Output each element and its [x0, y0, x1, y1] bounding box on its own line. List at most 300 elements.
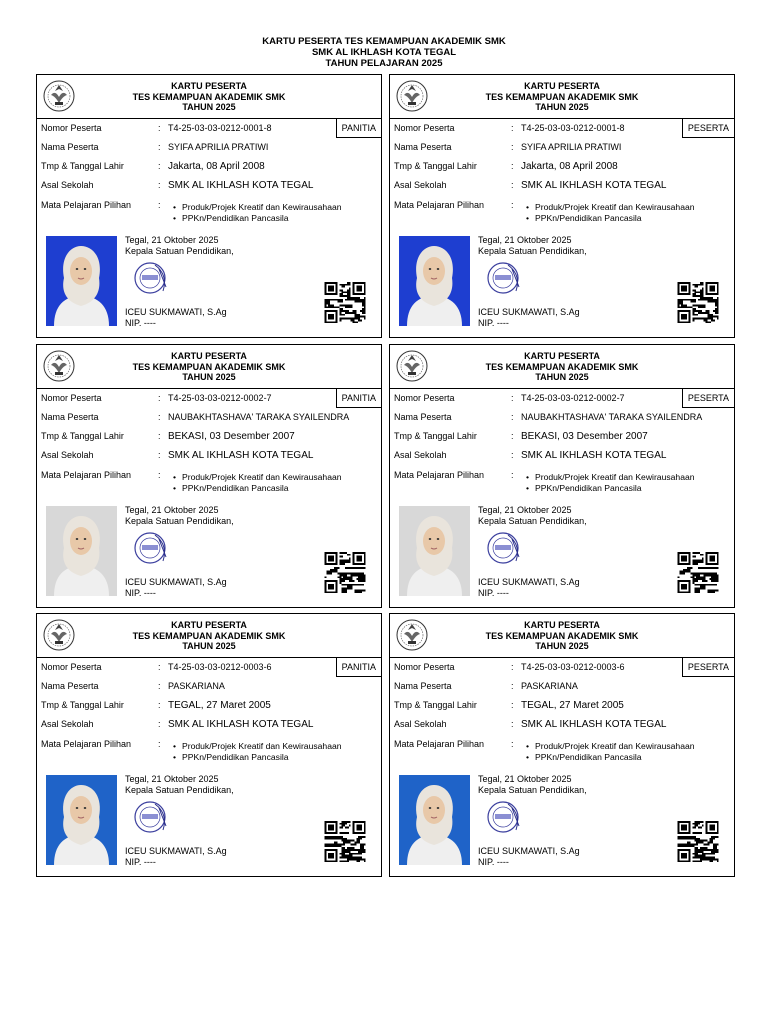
- nomor-value: T4-25-03-03-0212-0002-7: [168, 393, 272, 403]
- qr-module: [354, 563, 356, 565]
- ttl-label: Tmp & Tanggal Lahir: [394, 431, 477, 441]
- qr-module: [343, 842, 345, 844]
- qr-module: [694, 318, 696, 320]
- qr-module: [341, 314, 343, 316]
- qr-module: [694, 827, 696, 829]
- qr-module: [704, 567, 706, 569]
- qr-module: [332, 843, 334, 845]
- qr-module: [336, 849, 338, 851]
- asal-value: SMK AL IKHLASH KOTA TEGAL: [521, 719, 667, 730]
- qr-module: [328, 586, 330, 588]
- qr-module: [345, 304, 347, 306]
- qr-module: [687, 860, 689, 862]
- qr-module: [706, 561, 708, 563]
- qr-module: [338, 306, 340, 308]
- qr-module: [341, 563, 343, 565]
- qr-module: [713, 578, 715, 580]
- qr-module: [324, 554, 326, 556]
- qr-module: [704, 312, 706, 314]
- qr-module: [689, 591, 691, 593]
- qr-module: [713, 282, 715, 284]
- qr-module: [353, 289, 355, 291]
- qr-module: [332, 318, 334, 320]
- qr-module: [709, 840, 711, 842]
- qr-module: [326, 849, 328, 851]
- qr-module: [689, 284, 691, 286]
- qr-module: [332, 832, 334, 834]
- qr-module: [360, 858, 362, 860]
- qr-module: [351, 840, 353, 842]
- qr-module: [679, 591, 681, 593]
- qr-module: [679, 321, 681, 323]
- qr-module: [341, 847, 343, 849]
- qr-module: [362, 304, 364, 306]
- qr-module: [339, 823, 341, 825]
- qr-module: [692, 573, 694, 575]
- qr-module: [713, 286, 715, 288]
- qr-module: [681, 556, 683, 558]
- qr-module: [692, 559, 694, 561]
- qr-module: [345, 588, 347, 590]
- school-stamp-icon: [486, 800, 524, 834]
- qr-module: [713, 299, 715, 301]
- qr-module: [356, 293, 358, 295]
- qr-module: [685, 558, 687, 560]
- qr-module: [354, 316, 356, 318]
- qr-module: [324, 843, 326, 845]
- qr-module: [354, 842, 356, 844]
- official-name: ICEU SUKMAWATI, S.Ag: [125, 846, 227, 856]
- nama-value: NAUBAKHTASHAVA' TARAKA SYAILENDRA: [168, 412, 350, 422]
- qr-module: [364, 849, 366, 851]
- qr-module: [689, 582, 691, 584]
- qr-module: [347, 297, 349, 299]
- qr-module: [339, 318, 341, 320]
- signature-place-date: [478, 235, 587, 256]
- qr-module: [711, 314, 713, 316]
- nomor-value: T4-25-03-03-0212-0001-8: [168, 123, 272, 133]
- qr-module: [692, 574, 694, 576]
- qr-module: [709, 321, 711, 323]
- qr-module: [326, 580, 328, 582]
- qr-module: [711, 842, 713, 844]
- qr-module: [696, 832, 698, 834]
- qr-module: [336, 588, 338, 590]
- qr-module: [364, 558, 366, 560]
- qr-module: [328, 318, 330, 320]
- qr-module: [358, 289, 360, 291]
- qr-module: [360, 584, 362, 586]
- ttl-value: TEGAL, 27 Maret 2005: [168, 700, 271, 711]
- qr-module: [362, 580, 364, 582]
- qr-module: [362, 312, 364, 314]
- qr-module: [713, 845, 715, 847]
- nama-label: Nama Peserta: [41, 412, 99, 422]
- colon: :: [158, 739, 161, 749]
- colon: :: [158, 470, 161, 480]
- qr-module: [702, 293, 704, 295]
- nama-value: SYIFA APRILIA PRATIWI: [168, 142, 269, 152]
- participant-card: [36, 74, 382, 338]
- card-title-line-1: KARTU PESERTA: [171, 351, 247, 361]
- qr-module: [332, 314, 334, 316]
- qr-module: [685, 853, 687, 855]
- qr-module: [677, 306, 679, 308]
- qr-module: [692, 295, 694, 297]
- qr-module: [332, 316, 334, 318]
- signature-place-date: [125, 235, 234, 256]
- qr-module: [349, 299, 351, 301]
- qr-module: [324, 576, 326, 578]
- qr-module: [356, 832, 358, 834]
- official-nip: NIP. ----: [125, 857, 156, 867]
- qr-module: [343, 847, 345, 849]
- qr-module: [694, 823, 696, 825]
- qr-module: [702, 576, 704, 578]
- qr-module: [700, 297, 702, 299]
- asal-label: Asal Sekolah: [41, 719, 94, 729]
- qr-module: [353, 830, 355, 832]
- qr-module: [364, 821, 366, 823]
- qr-module: [681, 825, 683, 827]
- qr-module: [706, 858, 708, 860]
- qr-module: [706, 318, 708, 320]
- qr-module: [326, 563, 328, 565]
- qr-module: [349, 849, 351, 851]
- qr-module: [685, 843, 687, 845]
- qr-module: [347, 860, 349, 862]
- qr-module: [709, 860, 711, 862]
- qr-module: [706, 552, 708, 554]
- qr-module: [324, 589, 326, 591]
- qr-module: [689, 855, 691, 857]
- qr-module: [360, 289, 362, 291]
- qr-module: [349, 306, 351, 308]
- qr-module: [353, 563, 355, 565]
- qr-module: [358, 860, 360, 862]
- qr-module: [343, 823, 345, 825]
- qr-module: [364, 297, 366, 299]
- qr-module: [351, 312, 353, 314]
- qr-module: [687, 849, 689, 851]
- qr-module: [683, 586, 685, 588]
- qr-module: [336, 858, 338, 860]
- qr-module: [356, 288, 358, 290]
- qr-module: [717, 843, 719, 845]
- qr-module: [353, 584, 355, 586]
- qr-module: [702, 849, 704, 851]
- qr-module: [343, 584, 345, 586]
- qr-module: [679, 860, 681, 862]
- qr-module: [681, 821, 683, 823]
- qr-module: [353, 825, 355, 827]
- qr-module: [358, 574, 360, 576]
- mapel-label: Mata Pelajaran Pilihan: [41, 200, 132, 210]
- qr-module: [358, 857, 360, 859]
- sign-date: Tegal, 21 Oktober 2025: [125, 505, 219, 515]
- signature-place-date: [478, 774, 587, 795]
- qr-module: [696, 821, 698, 823]
- qr-module: [707, 589, 709, 591]
- qr-module: [694, 580, 696, 582]
- qr-module: [689, 851, 691, 853]
- qr-module: [328, 288, 330, 290]
- qr-module: [358, 297, 360, 299]
- qr-module: [328, 845, 330, 847]
- qr-module: [345, 860, 347, 862]
- qr-module: [711, 558, 713, 560]
- qr-module: [356, 860, 358, 862]
- qr-module: [326, 310, 328, 312]
- qr-module: [685, 559, 687, 561]
- qr-module: [692, 318, 694, 320]
- qr-module: [707, 821, 709, 823]
- ttl-label: Tmp & Tanggal Lahir: [41, 700, 124, 710]
- qr-module: [332, 552, 334, 554]
- qr-module: [330, 556, 332, 558]
- qr-module: [692, 582, 694, 584]
- qr-module: [717, 286, 719, 288]
- qr-module: [677, 316, 679, 318]
- qr-module: [694, 589, 696, 591]
- qr-module: [334, 567, 336, 569]
- qr-module: [356, 591, 358, 593]
- qr-module: [681, 303, 683, 305]
- qr-module: [713, 293, 715, 295]
- colon: :: [511, 161, 514, 171]
- qr-module: [677, 582, 679, 584]
- qr-module: [343, 588, 345, 590]
- qr-module: [324, 825, 326, 827]
- qr-module: [362, 567, 364, 569]
- qr-module: [345, 855, 347, 857]
- qr-module: [681, 552, 683, 554]
- qr-module: [351, 574, 353, 576]
- qr-module: [358, 318, 360, 320]
- qr-module: [360, 559, 362, 561]
- qr-module: [347, 588, 349, 590]
- nomor-value: T4-25-03-03-0212-0003-6: [521, 662, 625, 672]
- qr-module: [689, 299, 691, 301]
- qr-module: [334, 843, 336, 845]
- qr-module: [362, 563, 364, 565]
- nomor-label: Nomor Peserta: [394, 123, 455, 133]
- qr-module: [345, 851, 347, 853]
- official-name: ICEU SUKMAWATI, S.Ag: [125, 577, 227, 587]
- qr-module: [713, 310, 715, 312]
- qr-module: [717, 860, 719, 862]
- qr-module: [711, 293, 713, 295]
- qr-module: [360, 563, 362, 565]
- qr-module: [326, 306, 328, 308]
- qr-module: [709, 578, 711, 580]
- qr-module: [354, 843, 356, 845]
- qr-module: [698, 823, 700, 825]
- school-stamp-icon: [133, 531, 171, 565]
- qr-module: [681, 299, 683, 301]
- qr-module: [360, 849, 362, 851]
- qr-module: [360, 288, 362, 290]
- qr-module: [341, 853, 343, 855]
- qr-module: [351, 319, 353, 321]
- qr-module: [326, 282, 328, 284]
- card-title-line-3: TAHUN 2025: [182, 372, 236, 382]
- qr-module: [692, 310, 694, 312]
- qr-module: [713, 832, 715, 834]
- qr-module: [707, 552, 709, 554]
- qr-code-icon: [674, 550, 722, 595]
- qr-module: [711, 574, 713, 576]
- qr-module: [694, 840, 696, 842]
- qr-module: [689, 830, 691, 832]
- qr-module: [694, 563, 696, 565]
- qr-module: [339, 295, 341, 297]
- qr-module: [689, 293, 691, 295]
- qr-module: [677, 836, 679, 838]
- qr-module: [700, 840, 702, 842]
- qr-module: [349, 573, 351, 575]
- qr-module: [351, 567, 353, 569]
- qr-module: [336, 825, 338, 827]
- qr-module: [349, 554, 351, 556]
- ttl-label: Tmp & Tanggal Lahir: [41, 431, 124, 441]
- qr-module: [343, 574, 345, 576]
- qr-module: [349, 291, 351, 293]
- qr-module: [689, 556, 691, 558]
- qr-module: [711, 836, 713, 838]
- qr-module: [364, 288, 366, 290]
- card-header: [37, 614, 381, 658]
- nama-label: Nama Peserta: [394, 412, 452, 422]
- qr-module: [698, 284, 700, 286]
- qr-module: [330, 832, 332, 834]
- qr-module: [683, 288, 685, 290]
- qr-module: [360, 578, 362, 580]
- qr-module: [689, 860, 691, 862]
- qr-module: [336, 569, 338, 571]
- qr-module: [345, 552, 347, 554]
- qr-module: [330, 559, 332, 561]
- qr-module: [358, 567, 360, 569]
- qr-module: [360, 845, 362, 847]
- qr-module: [715, 574, 717, 576]
- qr-module: [336, 316, 338, 318]
- qr-module: [689, 310, 691, 312]
- qr-module: [358, 842, 360, 844]
- card-header: [37, 345, 381, 389]
- qr-module: [332, 288, 334, 290]
- qr-module: [353, 580, 355, 582]
- qr-module: [356, 563, 358, 565]
- qr-module: [681, 584, 683, 586]
- qr-module: [332, 321, 334, 323]
- qr-module: [341, 286, 343, 288]
- qr-module: [324, 858, 326, 860]
- qr-module: [354, 849, 356, 851]
- qr-module: [356, 282, 358, 284]
- qr-module: [354, 293, 356, 295]
- qr-module: [702, 312, 704, 314]
- qr-module: [707, 299, 709, 301]
- qr-module: [336, 318, 338, 320]
- qr-module: [334, 860, 336, 862]
- qr-module: [677, 561, 679, 563]
- sign-date: Tegal, 21 Oktober 2025: [478, 505, 572, 515]
- qr-module: [353, 857, 355, 859]
- qr-module: [711, 563, 713, 565]
- qr-module: [685, 286, 687, 288]
- qr-module: [332, 838, 334, 840]
- qr-module: [336, 853, 338, 855]
- qr-module: [694, 295, 696, 297]
- qr-module: [345, 838, 347, 840]
- qr-module: [347, 293, 349, 295]
- qr-module: [689, 286, 691, 288]
- qr-module: [677, 857, 679, 859]
- qr-module: [694, 314, 696, 316]
- qr-module: [685, 314, 687, 316]
- qr-module: [711, 821, 713, 823]
- card-title: [390, 351, 734, 383]
- qr-module: [689, 291, 691, 293]
- qr-module: [694, 299, 696, 301]
- qr-module: [706, 310, 708, 312]
- qr-module: [336, 314, 338, 316]
- qr-module: [709, 286, 711, 288]
- qr-module: [685, 845, 687, 847]
- nomor-label: Nomor Peserta: [41, 123, 102, 133]
- qr-module: [347, 855, 349, 857]
- qr-module: [681, 282, 683, 284]
- qr-module: [347, 573, 349, 575]
- qr-module: [345, 821, 347, 823]
- qr-module: [700, 576, 702, 578]
- qr-module: [343, 591, 345, 593]
- qr-module: [336, 286, 338, 288]
- qr-module: [706, 567, 708, 569]
- subject-list: [173, 202, 342, 224]
- qr-module: [717, 297, 719, 299]
- qr-module: [698, 304, 700, 306]
- qr-module: [677, 821, 679, 823]
- qr-module: [694, 561, 696, 563]
- qr-module: [334, 310, 336, 312]
- qr-module: [681, 559, 683, 561]
- qr-module: [360, 310, 362, 312]
- qr-module: [341, 832, 343, 834]
- qr-module: [702, 284, 704, 286]
- qr-module: [691, 843, 693, 845]
- colon: :: [511, 180, 514, 190]
- qr-module: [704, 840, 706, 842]
- qr-module: [704, 586, 706, 588]
- qr-module: [324, 832, 326, 834]
- qr-module: [339, 556, 341, 558]
- qr-module: [353, 554, 355, 556]
- qr-module: [326, 571, 328, 573]
- asal-value: SMK AL IKHLASH KOTA TEGAL: [521, 450, 667, 461]
- qr-module: [681, 827, 683, 829]
- qr-module: [681, 563, 683, 565]
- qr-module: [336, 310, 338, 312]
- qr-module: [324, 830, 326, 832]
- qr-module: [698, 857, 700, 859]
- qr-module: [706, 574, 708, 576]
- qr-module: [709, 858, 711, 860]
- sign-role: Kepala Satuan Pendidikan,: [478, 515, 587, 526]
- qr-module: [681, 588, 683, 590]
- qr-module: [349, 293, 351, 295]
